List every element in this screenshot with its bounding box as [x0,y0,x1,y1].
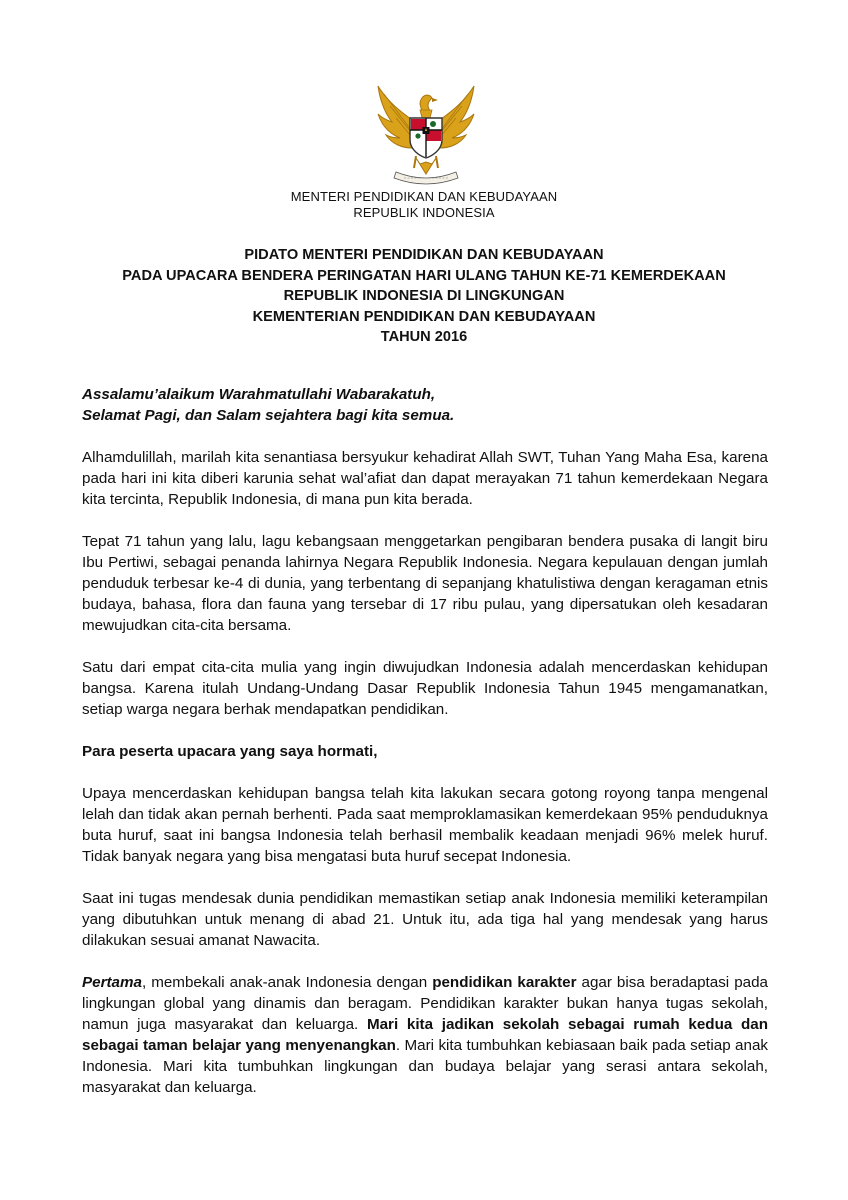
garuda-emblem-svg [370,78,482,190]
greeting-line-1: Assalamu’alaikum Warahmatullahi Wabarakatuh, [82,386,436,403]
paragraph-ideals: Satu dari empat cita-cita mulia yang ingin diwujudkan Indonesia adalah mencerdaskan kehidupan bangsa. Karena itulah Undang-Undang Dasar Republik Indonesia Tahun 1945 mengamanatkan, setiap warga negara berhak mendapatkan pendidikan. [82,659,768,718]
title-line-4: KEMENTERIAN PENDIDIKAN DAN KEBUDAYAAN [252,308,596,325]
pertama-lead: Pertama [82,974,142,991]
title-line-1: PIDATO MENTERI PENDIDIKAN DAN KEBUDAYAAN [244,247,604,263]
title-line-3: REPUBLIK INDONESIA DI LINGKUNGAN [283,288,565,305]
pertama-text-3: . Mari kita tumbuhkan kebiasaan baik pada setiap anak Indonesia. Mari kita tumbuhkan lingkungan dan budaya belajar yang serasi antara sekolah, masyarakat dan keluarga. [82,1037,768,1096]
paragraph-opening: Alhamdulillah, marilah kita senantiasa bersyukur kehadirat Allah SWT, Tuhan Yang Maha Esa, karena pada hari ini kita diberi karunia sehat wal’afiat dan dapat merayakan 71 tahun kemerdekaan Negara kita tercinta, Republik Indonesia, di mana pun kita berada. [82,449,768,508]
pertama-text-2: agar bisa beradaptasi pada lingkungan global yang dinamis dan beragam. Pendidikan karakter bukan hanya tugas sekolah, namun juga masyarakat dan keluarga. [82,974,768,1033]
speech-body [82,384,768,1119]
letterhead-line-1: MENTERI PENDIDIKAN DAN KEBUDAYAAN [290,189,558,204]
letterhead-line-2: REPUBLIK INDONESIA [353,205,495,220]
tail-shape [416,158,436,174]
title-line-5: TAHUN 2016 [380,329,468,346]
pertama-bold-1: pendidikan karakter [432,974,577,991]
greeting [82,384,768,426]
paragraph-literacy: Upaya mencerdaskan kehidupan bangsa telah kita lakukan secara gotong royong tanpa mengenal lelah dan tidak akan pernah berhenti. Pada saat memproklamasikan kemerdekaan 95% penduduknya buta huruf, saat ini bangsa Indonesia telah berhasil membalik keadaan menjadi 96% melek huruf. Tidak banyak negara yang bisa mengatasi buta huruf secepat Indonesia. [82,785,768,865]
pertama-text-1: , membekali anak-anak Indonesia dengan [141,974,433,991]
speech-title [60,245,788,348]
letterhead [200,189,648,221]
paragraph-urgent-tasks: Saat ini tugas mendesak dunia pendidikan memastikan setiap anak Indonesia memiliki keterampilan yang dibutuhkan untuk menang di abad 21. Untuk itu, ada tiga hal yang mendesak yang harus dilakukan sesuai amanat Nawacita. [82,890,768,949]
garuda-emblem-icon [370,78,482,190]
paragraph-pertama [82,972,768,1098]
pertama-bold-2: Mari kita jadikan sekolah sebagai rumah kedua dan sebagai taman belajar yang menyenangkan [82,1016,768,1054]
paragraph-history: Tepat 71 tahun yang lalu, lagu kebangsaan menggetarkan pengibaran bendera pusaka di langit biru Ibu Pertiwi, sebagai penanda lahirnya Negara Republik Indonesia. Negara kepulauan dengan jumlah penduduk terbesar ke-4 di dunia, yang terbentang di sepanjang khatulistiwa dengan keragaman etnis budaya, bahasa, flora dan fauna yang tersebar di 17 ribu pulau, yang dipersatukan oleh kesadaran mewujudkan cita-cita bersama. [82,533,768,634]
title-line-2: PADA UPACARA BENDERA PERINGATAN HARI ULANG TAHUN KE-71 KEMERDEKAAN [122,267,726,284]
head-shape [420,95,432,112]
salutation: Para peserta upacara yang saya hormati, [82,743,378,760]
greeting-line-2: Selamat Pagi, dan Salam sejahtera bagi kita semua. [82,407,455,424]
